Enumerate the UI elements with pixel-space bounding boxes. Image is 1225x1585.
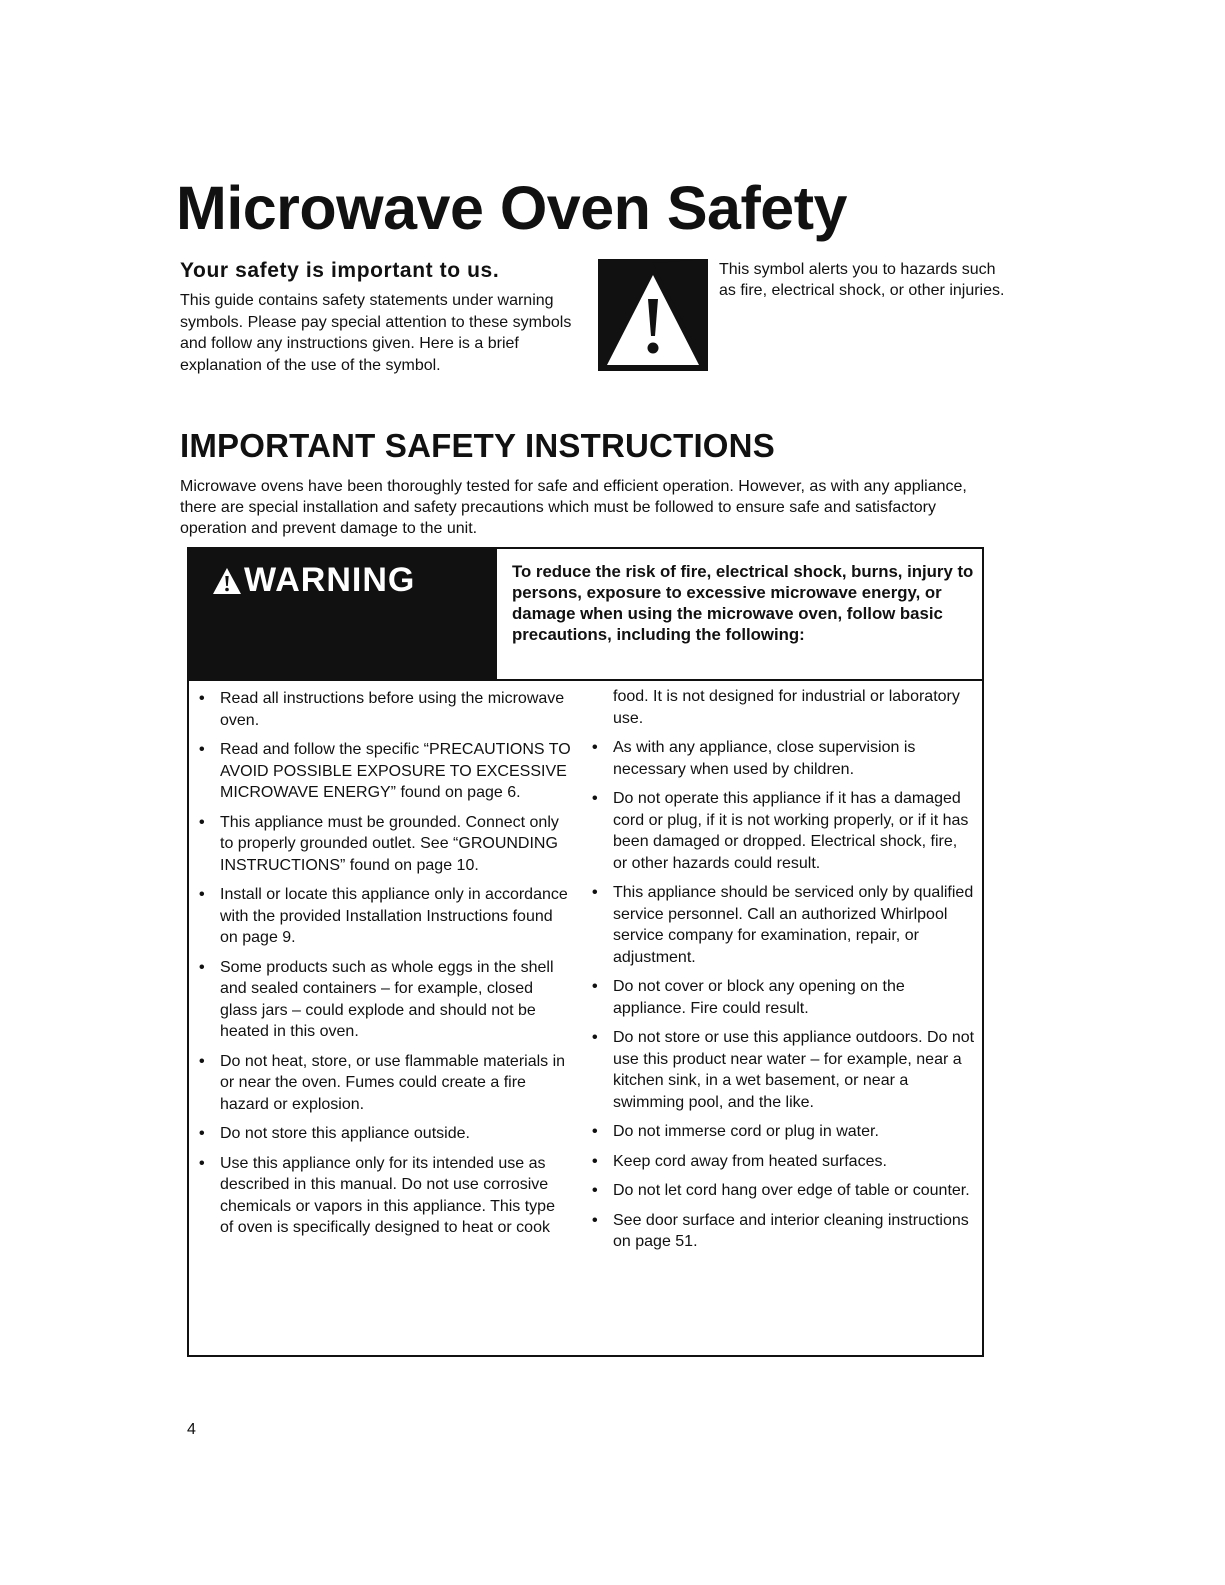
list-item-text: Read all instructions before using the microwave oven. (220, 690, 565, 729)
bullet-icon: • (592, 1182, 598, 1199)
list-item (197, 1123, 572, 1145)
list-item-text: Keep cord away from heated surfaces. (613, 1152, 887, 1170)
list-item (590, 882, 975, 968)
list-item-continuation (590, 686, 975, 729)
list-item-text: Do not store this appliance outside. (220, 1125, 470, 1142)
precautions-left-column (197, 688, 572, 1247)
list-item (197, 812, 572, 877)
bullet-icon: • (592, 1123, 598, 1140)
list-item-text: food. It is not designed for industrial or laboratory use. (613, 688, 960, 727)
bullet-icon: • (199, 690, 205, 707)
list-item-text: Do not heat, store, or use flammable materials in or near the oven. Fumes could create a fire hazard or explosion. (220, 1052, 566, 1113)
bullet-icon: • (199, 886, 205, 903)
list-item-text: See door surface and interior cleaning instructions on page 51. (613, 1211, 969, 1250)
bullet-icon: • (199, 958, 205, 976)
list-item-text: This appliance must be grounded. Connect only to properly grounded outlet. See “GROUNDING INSTRUCTIONS” found on page 10. (220, 813, 559, 874)
list-item-text: Do not operate this appliance if it has a damaged cord or plug, if it is not working properly, or if it has been damaged or dropped. Electrical shock, fire, or other hazards could result. (613, 790, 969, 872)
bullet-icon: • (199, 741, 205, 758)
list-item (590, 1027, 975, 1113)
bullet-icon: • (592, 1029, 598, 1046)
list-item-text: Do not let cord hang over edge of table or counter. (613, 1182, 970, 1199)
bullet-icon: • (592, 884, 598, 901)
bullet-icon: • (592, 739, 598, 756)
warning-divider (187, 679, 984, 681)
list-item-text: This appliance should be serviced only by qualified service personnel. Call an authorized Whirlpool service company for examination, repair, or adjustment. (613, 884, 974, 966)
warning-triangle-icon (212, 567, 242, 595)
list-item (197, 884, 572, 949)
list-item (197, 739, 572, 804)
section-heading: IMPORTANT SAFETY INSTRUCTIONS (180, 427, 775, 464)
list-item-text: Do not immerse cord or plug in water. (613, 1123, 879, 1140)
section-body: Microwave ovens have been thoroughly tested for safe and efficient operation. However, as with any appliance, there are special installation and safety precautions which must be followed to ensure safe and satisfactory operation and prevent damage to the unit. (180, 478, 967, 537)
list-item (590, 1151, 975, 1173)
warning-triangle-icon (598, 259, 708, 371)
list-item (197, 957, 572, 1043)
intro-body: This guide contains safety statements under warning symbols. Please pay special attention to these symbols and follow any instructions given. Here is a brief explanation of the use of the symbol. (180, 292, 572, 374)
warning-label-text: WARNING (244, 561, 416, 599)
precautions-right-column (590, 686, 975, 1261)
bullet-icon: • (199, 1052, 205, 1070)
bullet-icon: • (199, 1154, 205, 1172)
list-item (590, 1180, 975, 1202)
bullet-icon: • (592, 1152, 598, 1170)
list-item-text: Install or locate this appliance only in accordance with the provided Installation Instructions found on page 9. (220, 886, 568, 946)
bullet-icon: • (592, 978, 598, 995)
list-item (197, 688, 572, 731)
list-item-text: As with any appliance, close supervision is necessary when used by children. (613, 739, 916, 778)
page-number: 4 (187, 1421, 196, 1438)
bullet-icon: • (592, 1211, 598, 1229)
list-item-text: Use this appliance only for its intended use as described in this manual. Do not use corrosive chemicals or vapors in this appliance. This type of oven is specifically designed to heat or cook (220, 1154, 555, 1236)
bullet-icon: • (199, 813, 205, 831)
warning-label (212, 561, 415, 600)
page-title: Microwave Oven Safety (176, 174, 847, 242)
list-item (590, 788, 975, 874)
symbol-description: This symbol alerts you to hazards such as fire, electrical shock, or other injuries. (719, 261, 1005, 299)
bullet-icon: • (592, 790, 598, 807)
warning-banner (187, 547, 497, 679)
list-item-text: Some products such as whole eggs in the shell and sealed containers – for example, closed glass jars – could explode and should not be heated in this oven. (220, 958, 554, 1040)
bullet-icon: • (199, 1125, 205, 1142)
list-item (197, 1153, 572, 1239)
list-item-text: Do not cover or block any opening on the appliance. Fire could result. (613, 978, 905, 1017)
list-item (197, 1051, 572, 1116)
list-item-text: Read and follow the specific “PRECAUTIONS TO AVOID POSSIBLE EXPOSURE TO EXCESSIVE MICROWAVE ENERGY” found on page 6. (220, 741, 571, 801)
list-item (590, 737, 975, 780)
list-item (590, 976, 975, 1019)
list-item-text: Do not store or use this appliance outdoors. Do not use this product near water – for example, near a kitchen sink, in a wet basement, or near a swimming pool, and the like. (613, 1029, 975, 1111)
intro-heading: Your safety is important to us. (180, 259, 500, 282)
list-item (590, 1210, 975, 1253)
list-item (590, 1121, 975, 1143)
warning-header-text: To reduce the risk of fire, electrical shock, burns, injury to persons, exposure to excessive microwave energy, or damage when using the microwave oven, follow basic precautions, including the following: (512, 562, 974, 644)
